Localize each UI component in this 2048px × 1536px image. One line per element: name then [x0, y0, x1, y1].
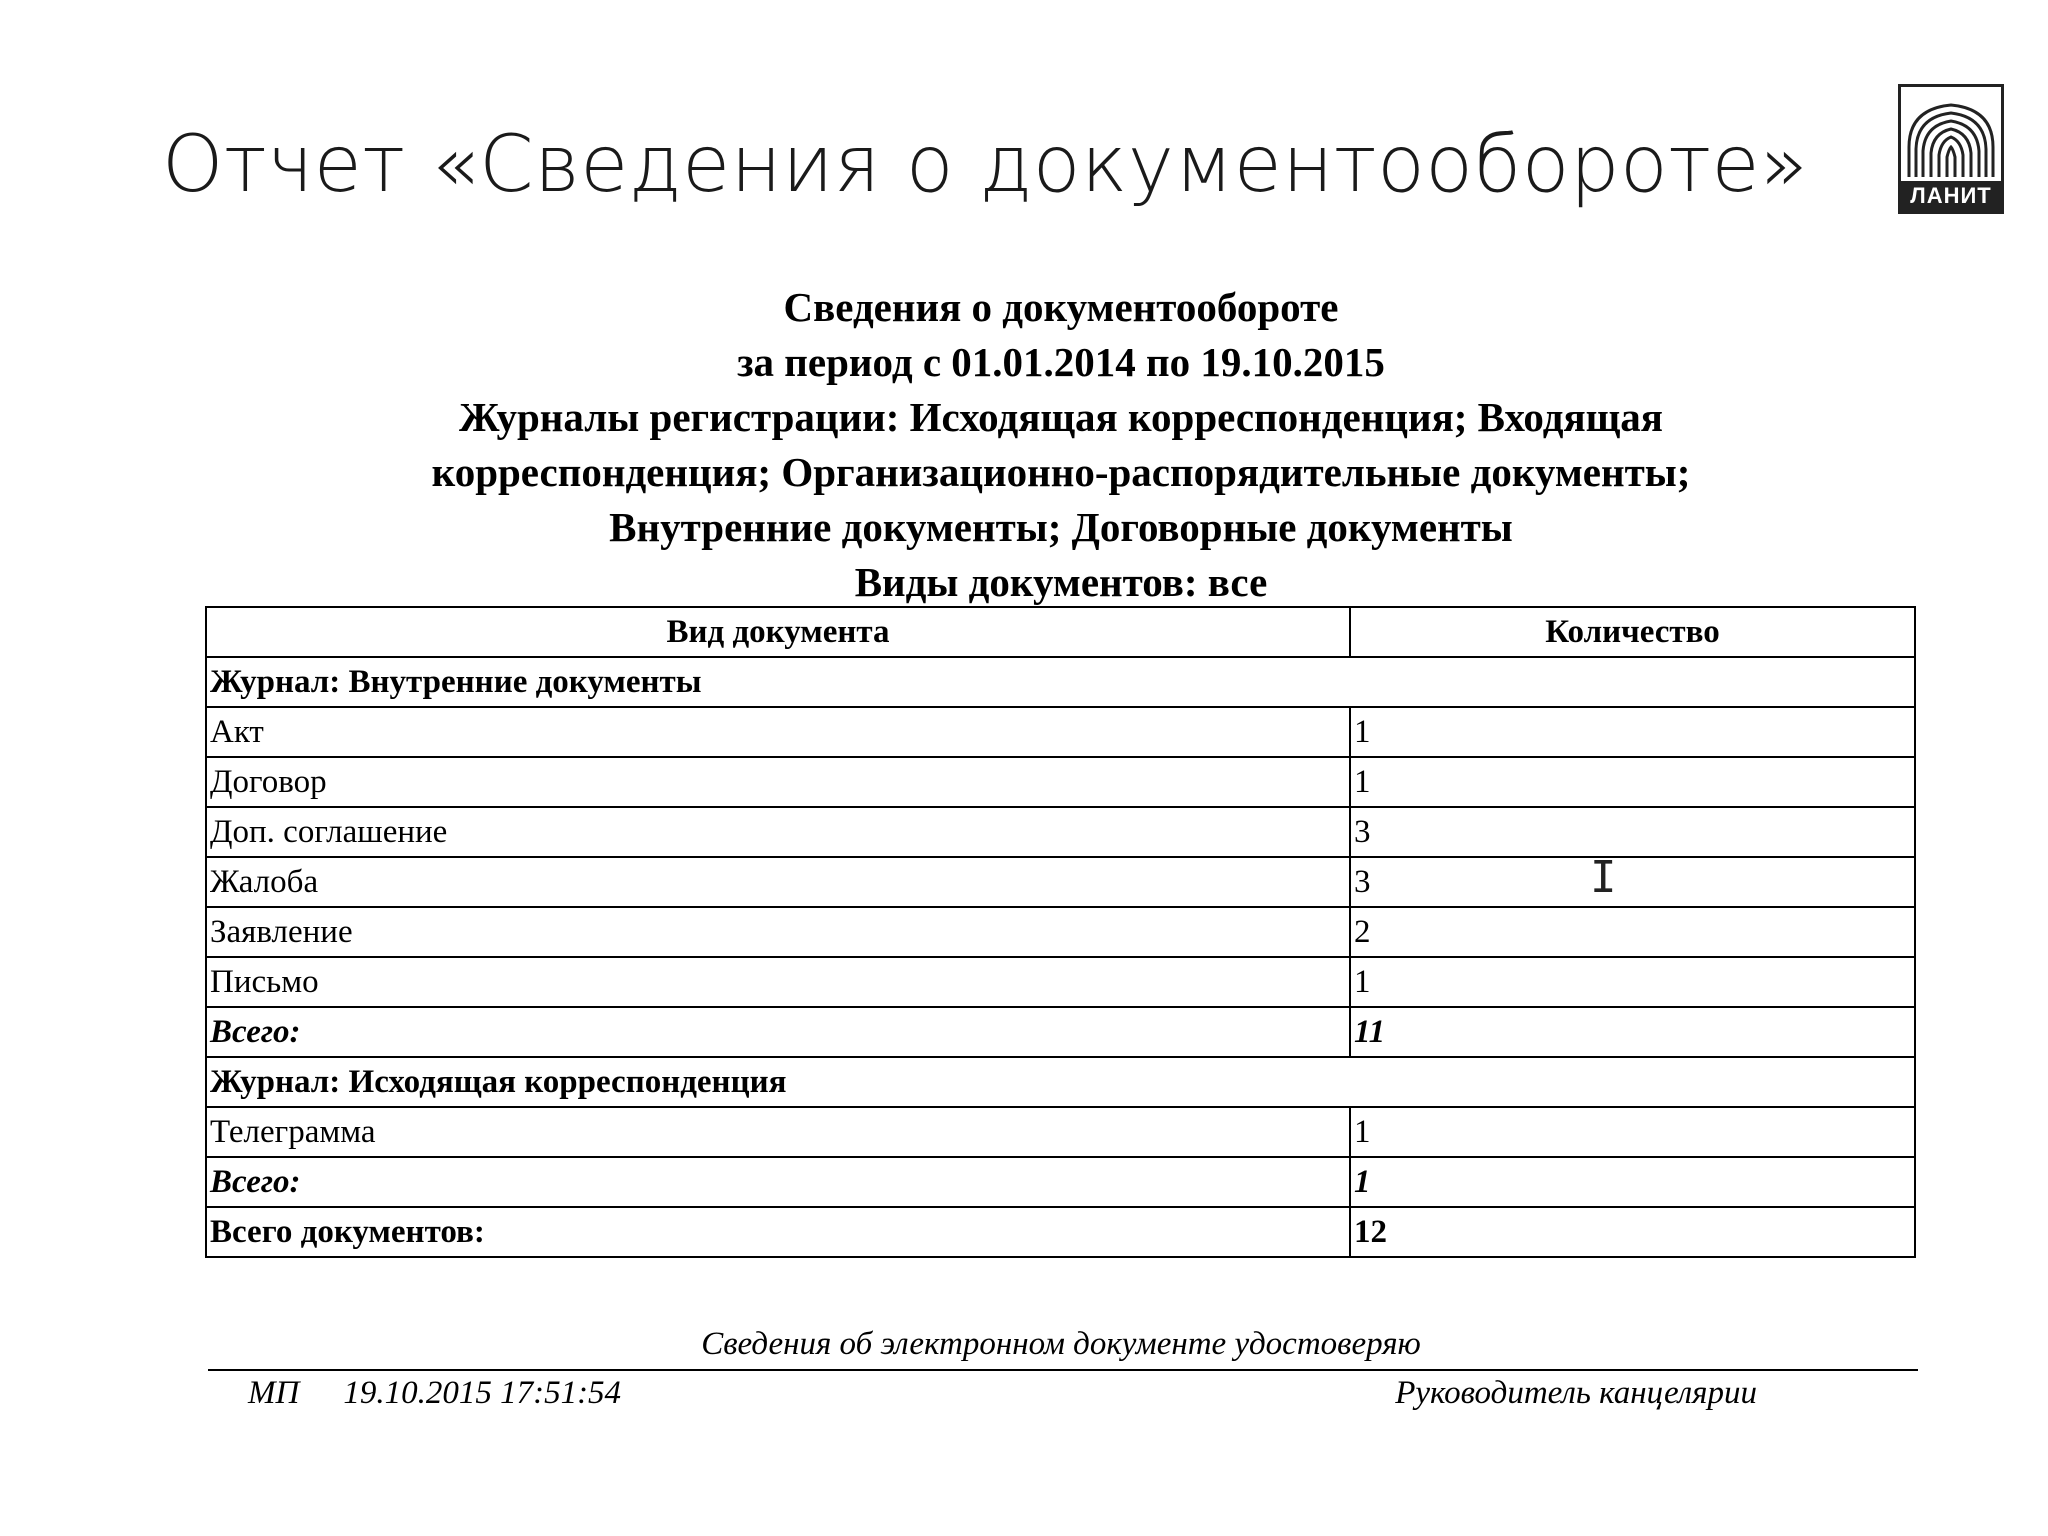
- table-row: [206, 957, 1915, 1007]
- table-row: [206, 857, 1915, 907]
- journal-row: [206, 657, 1915, 707]
- column-header-type: Вид документа: [206, 607, 1350, 657]
- text-cursor-icon: I: [1590, 852, 1617, 903]
- report-title: Сведения о документообороте: [783, 284, 1339, 330]
- doc-type-cell: Акт: [206, 707, 1350, 757]
- table-row: [206, 1107, 1915, 1157]
- doc-type-cell: Заявление: [206, 907, 1350, 957]
- table-row: [206, 757, 1915, 807]
- report-journals-line-3: Внутренние документы; Договорные документы: [609, 504, 1513, 550]
- report-header: [205, 280, 1917, 610]
- doc-type-cell: Договор: [206, 757, 1350, 807]
- grand-total-value: 12: [1350, 1207, 1915, 1257]
- stamp-block: [248, 1375, 621, 1412]
- column-header-count: Количество: [1350, 607, 1915, 657]
- table-row: [206, 807, 1915, 857]
- table-row: [206, 707, 1915, 757]
- doc-type-cell: Жалоба: [206, 857, 1350, 907]
- report-journals-line-1: Журналы регистрации: Исходящая корреспонденция; Входящая: [459, 394, 1663, 440]
- doc-count-cell: 2: [1350, 907, 1915, 957]
- subtotal-value: 11: [1350, 1007, 1915, 1057]
- doc-type-cell: Письмо: [206, 957, 1350, 1007]
- signer-position: Руководитель канцелярии: [1395, 1375, 1757, 1411]
- report-doc-types: Виды документов: все: [854, 559, 1268, 605]
- journal-label: Журнал: Исходящая корреспонденция: [206, 1057, 1915, 1107]
- arches-icon: [1901, 87, 2001, 183]
- timestamp: 19.10.2015 17:51:54: [343, 1375, 622, 1411]
- report-period: за период с 01.01.2014 по 19.10.2015: [737, 339, 1385, 385]
- stamp-label: МП: [248, 1375, 300, 1411]
- report-journals-line-2: корреспонденция; Организационно-распорядительные документы;: [431, 449, 1691, 495]
- lanit-logo: [1898, 84, 2004, 214]
- subtotal-label: Всего:: [206, 1157, 1350, 1207]
- certify-text: Сведения об электронном документе удостоверяю: [701, 1326, 1421, 1362]
- doc-count-cell: 1: [1350, 707, 1915, 757]
- subtotal-row: [206, 1157, 1915, 1207]
- journal-label: Журнал: Внутренние документы: [206, 657, 1915, 707]
- report-table: [205, 606, 1916, 1258]
- doc-count-cell: 3: [1350, 807, 1915, 857]
- table-row: [206, 907, 1915, 957]
- doc-count-cell: 3: [1350, 857, 1915, 907]
- subtotal-label: Всего:: [206, 1007, 1350, 1057]
- doc-count-cell: 1: [1350, 757, 1915, 807]
- table-header-row: [206, 607, 1915, 657]
- subtotal-row: [206, 1007, 1915, 1057]
- slide-title: Отчет «Сведения о документообороте»: [162, 120, 1809, 210]
- logo-text: ЛАНИТ: [1901, 181, 2001, 211]
- subtotal-value: 1: [1350, 1157, 1915, 1207]
- signature-line: [208, 1369, 1918, 1371]
- doc-type-cell: Телеграмма: [206, 1107, 1350, 1157]
- journal-row: [206, 1057, 1915, 1107]
- grand-total-label: Всего документов:: [206, 1207, 1350, 1257]
- doc-count-cell: 1: [1350, 1107, 1915, 1157]
- grand-total-row: [206, 1207, 1915, 1257]
- doc-type-cell: Доп. соглашение: [206, 807, 1350, 857]
- doc-count-cell: 1: [1350, 957, 1915, 1007]
